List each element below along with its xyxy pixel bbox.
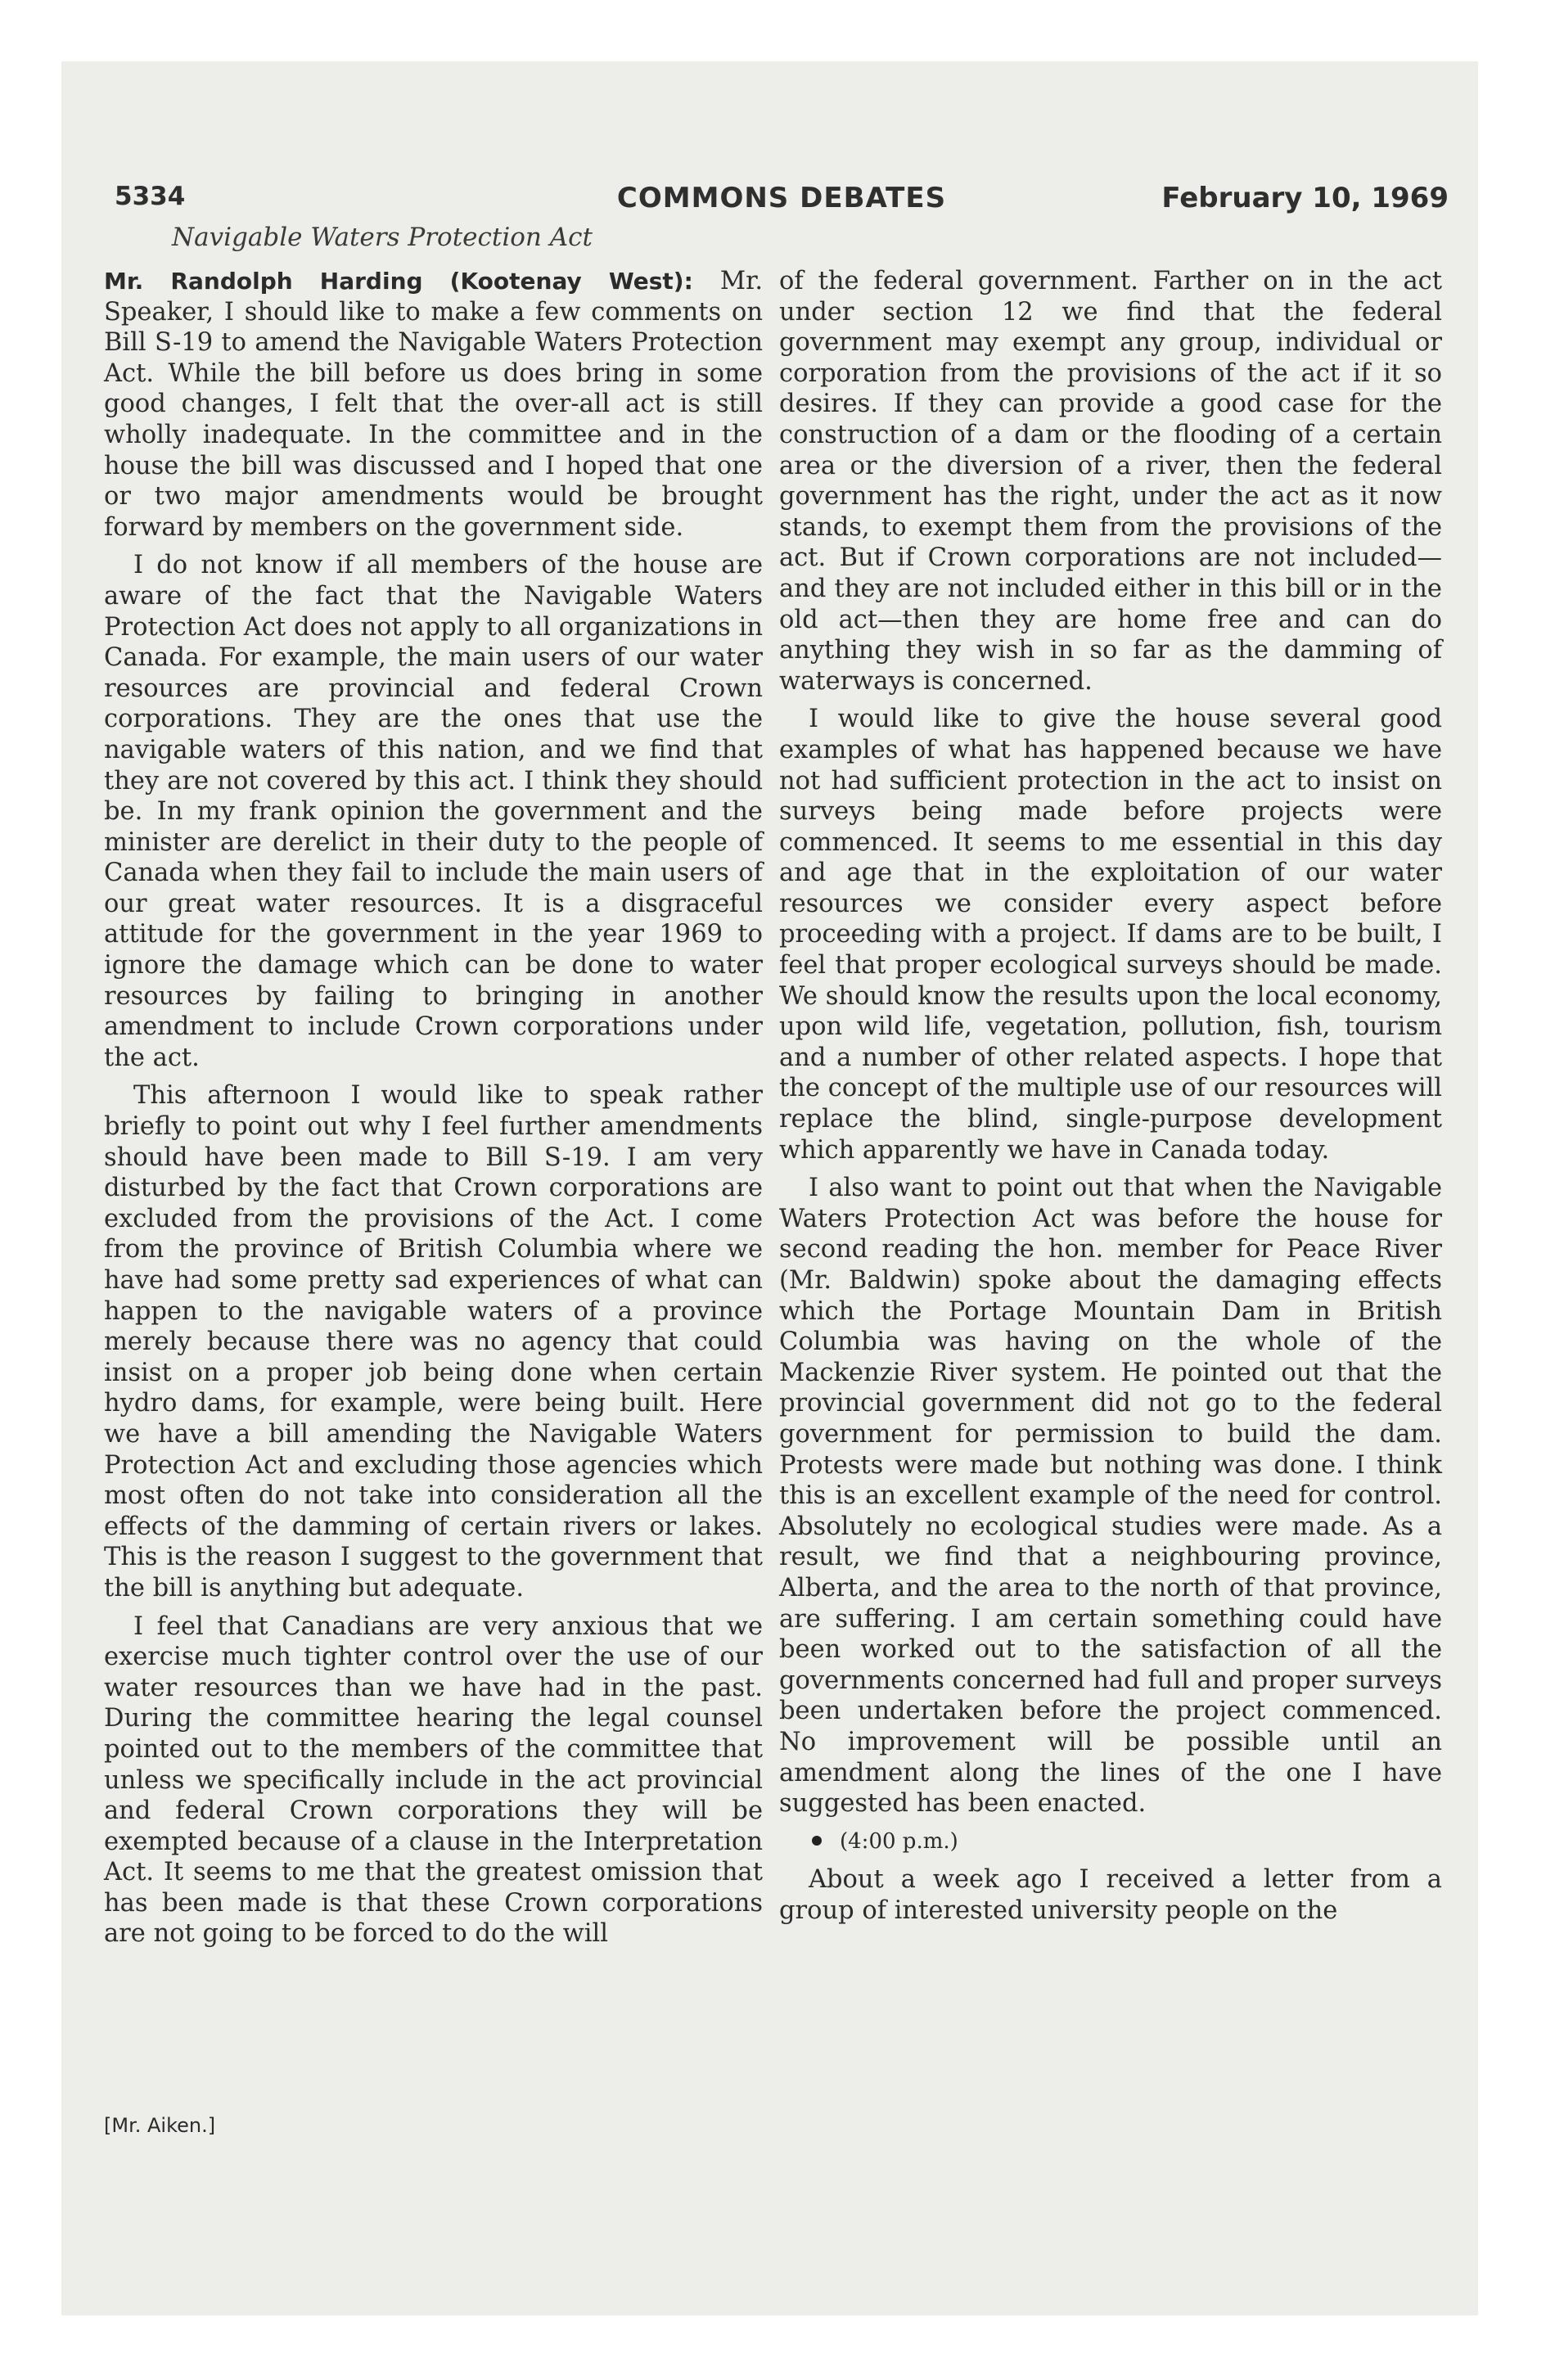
- paragraph: I also want to point out that when the Navigable Waters Protection Act was before the house for second reading the hon. member for Peace River (Mr. Baldwin) spoke about the damaging effects which the Portage Mountain Dam in British Columbia was having on the whole of the Mackenzie River system. He pointed out that the provincial government did not go to the federal government for permission to build the dam. Protests were made but nothing was done. I think this is an excellent example of the need for control. Absolutely no ecological studies were made. As a result, we find that a neighbouring province, Alberta, and the area to the north of that province, are suffering. I am certain something could have been worked out to the satisfaction of all the governments concerned had full and proper surveys been undertaken before the project commenced. No improvement will be possible until an amendment along the lines of the one I have suggested has been enacted.: [779, 1174, 1442, 1819]
- footer-speaker: [Mr. Aiken.]: [104, 2114, 216, 2137]
- running-head: Navigable Waters Protection Act: [172, 223, 593, 252]
- paragraph: I feel that Canadians are very anxious that we exercise much tighter control over the use of our water resources than we have had in the past. During the committee hearing the legal counsel pointed out to the members of the committee that unless we specifically include in the act provincial and federal Crown corporations they will be exempted because of a clause in the Interpretation Act. It seems to me that the greatest omission that has been made is that these Crown corporations are not going to be forced to do the will: [104, 1611, 763, 1949]
- paragraph: I would like to give the house several good examples of what has happened because we have not had sufficient protection in the act to insist on surveys being made before projects were commenced. It seems to me essential in this day and age that in the exploitation of our water resources we consider every aspect before proceeding with a project. If dams are to be built, I feel that proper ecological surveys should be made. We should know the results upon the local economy, upon wild life, vegetation, pollution, fish, tourism and a number of other related aspects. I hope that the concept of the multiple use of our resources will replace the blind, single-purpose development which apparently we have in Canada today.: [779, 705, 1442, 1165]
- speaker-name: Mr. Randolph Harding (Kootenay West):: [104, 268, 693, 295]
- timestamp-text: (4:00 p.m.): [840, 1828, 958, 1854]
- paragraph: This afternoon I would like to speak rather briefly to point out why I feel further amendments should have been made to Bill S-19. I am very disturbed by the fact that Crown corporations are excluded from the provisions of the Act. I come from the province of British Columbia where we have had some pretty sad experiences of what can happen to the navigable waters of a province merely because there was no agency that could insist on a proper job being done when certain hydro dams, for example, were being built. Here we have a bill amending the Navigable Waters Protection Act and excluding those agencies which most often do not take into consideration all the effects of the damming of certain rivers or lakes. This is the reason I suggest to the government that the bill is anything but adequate.: [104, 1081, 763, 1602]
- paragraph-text: Mr. Speaker, I should like to make a few comments on Bill S-19 to amend the Navigable Waters Protection Act. While the bill before us does bring in some good changes, I felt that the over-all act is still wholly inadequate. In the committee and in the house the bill was discussed and I hoped that one or two major amendments would be brought forward by members on the government side.: [104, 267, 764, 542]
- left-column: [104, 266, 763, 1957]
- timestamp: [779, 1827, 1442, 1858]
- publication-date: February 10, 1969: [1161, 182, 1449, 214]
- paragraph: I do not know if all members of the house are aware of the fact that the Navigable Waters Protection Act does not apply to all organizations in Canada. For example, the main users of our water resources are provincial and federal Crown corporations. They are the ones that use the navigable waters of this nation, and we find that they are not covered by this act. I think they should be. In my frank opinion the government and the minister are derelict in their duty to the people of Canada when they fail to include the main users of our great water resources. It is a disgraceful attitude for the government in the year 1969 to ignore the damage which can be done to water resources by failing to bringing in another amendment to include Crown corporations under the act.: [104, 551, 763, 1072]
- publication-title: COMMONS DEBATES: [616, 182, 947, 214]
- right-column: [779, 266, 1442, 1933]
- page-number: 5334: [115, 182, 186, 211]
- paragraph: About a week ago I received a letter from a group of interested university people on the: [779, 1865, 1442, 1925]
- paragraph: [104, 266, 763, 543]
- bullet-icon: [812, 1836, 822, 1846]
- paragraph: of the federal government. Farther on in the act under section 12 we find that the federal government may exempt any group, individual or corporation from the provisions of the act if it so desires. If they can provide a good case for the construction of a dam or the flooding of a certain area or the diversion of a river, then the federal government has the right, under the act as it now stands, to exempt them from the provisions of the act. But if Crown corporations are not included—and they are not included either in this bill or in the old act—then they are home free and can do anything they wish in so far as the damming of waterways is concerned.: [779, 267, 1442, 696]
